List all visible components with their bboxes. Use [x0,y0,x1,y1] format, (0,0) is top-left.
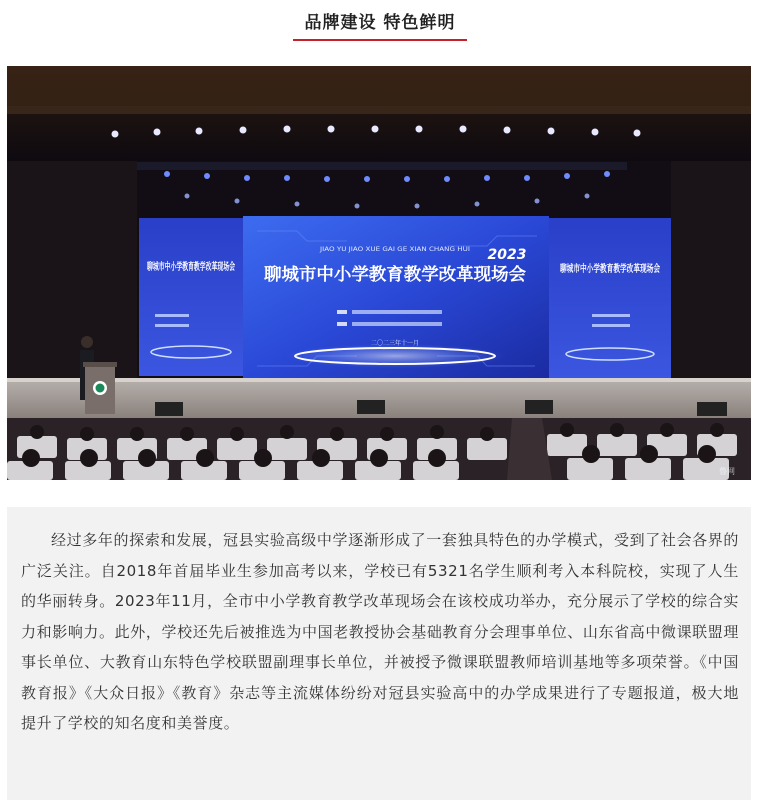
main-screen-year: 2023 [487,247,527,263]
photo-watermark: 鲁网 [719,467,735,476]
main-screen-pinyin: JIAO YU JIAO XUE GAI GE XIAN CHANG HUI [318,246,471,253]
main-screen-title: 聊城市中小学教育教学改革现场会 [264,265,519,285]
conference-photo-illustration [7,66,751,480]
right-side-screen [549,218,710,378]
left-side-screen [139,218,297,376]
conference-photo [7,66,751,480]
section-title-text: 品牌建设 特色鲜明 [293,6,468,41]
article-paragraph: 经过多年的探索和发展，冠县实验高级中学逐渐形成了一套独具特色的办学模式，受到了社会各界的广泛关注。自2018年首届毕业生参加高考以来，学校已有5321名学生顺利考入本科院校，实现了人生的华丽转身。2023年11月，全市中小学教育教学改革现场会在该校成功举办，充分展示了学校的综合实力和影响力。此外，学校还先后被推选为中国老教授协会基础教育分会理事单位、山东省高中微课联盟理事长单位、大教育山东特色学校联盟副理事长单位，并被授予微课联盟教师培训基地等多项荣誉。《中国教育报》《大众日报》《教育》杂志等主流媒体纷纷对冠县实验高中的办学成果进行了专题报道，极大地提升了学校的知名度和美誉度。 [21,531,739,732]
section-title [0,6,760,41]
main-screen-date: 二〇二三年十一月 [370,340,420,347]
right-side-screen-title: 聊城市中小学教育教学改革现场会 [560,264,710,275]
article-text-box [7,507,751,800]
main-screen [243,216,549,382]
left-side-screen-title: 聊城市中小学教育教学改革现场会 [147,262,297,273]
